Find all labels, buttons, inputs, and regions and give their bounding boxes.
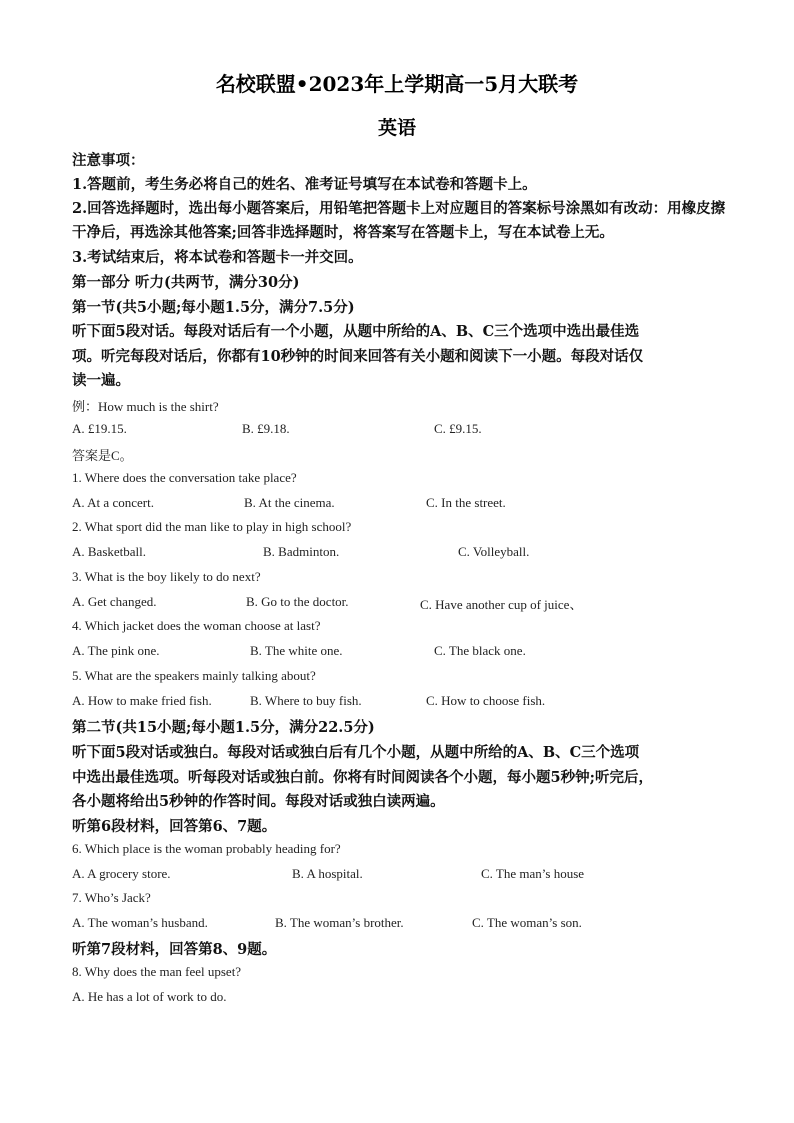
- q7-option-a: A. The woman’s husband.: [72, 915, 208, 930]
- example-option-a: A. £19.15.: [72, 421, 127, 436]
- question-1: 1. Where does the conversation take place?: [72, 470, 297, 485]
- example-option-c: C. £9.15.: [434, 421, 482, 436]
- q7-option-b: B. The woman’s brother.: [275, 915, 404, 930]
- q7-option-c: C. The woman’s son.: [472, 915, 582, 930]
- q8-option-a: A. He has a lot of work to do.: [72, 989, 227, 1004]
- exam-title: 名校联盟•2023年上学期高一5月大联考: [215, 72, 579, 96]
- q5-option-a: A. How to make fried fish.: [72, 693, 212, 708]
- example-question: 例：How much is the shirt?: [72, 399, 219, 414]
- q6-option-b: B. A hospital.: [292, 866, 363, 881]
- question-6: 6. Which place is the woman probably heading for?: [72, 841, 341, 856]
- q3-option-b: B. Go to the doctor.: [246, 594, 349, 609]
- section2-heading: 第二节(共15小题;每小题1.5分，满分22.5分): [72, 719, 375, 736]
- section1-instructions: 项。听完每段对话后，你都有10秒钟的时间来回答有关小题和阅读下一小题。每段对话仅: [72, 348, 644, 365]
- q3-option-c: C. Have another cup of juice、: [420, 597, 583, 612]
- section2-instructions: 中选出最佳选项。听每段对话或独白前。你将有时间阅读各个小题，每小题5秒钟;听完后，: [72, 769, 653, 786]
- section2-instructions: 听下面5段对话或独白。每段对话或独白后有几个小题，从题中所给的A、B、C三个选项: [72, 744, 640, 761]
- notice-item: 1.答题前，考生务必将自己的姓名、准考证号填写在本试卷和答题卡上。: [72, 176, 537, 193]
- q2-option-b: B. Badminton.: [263, 544, 340, 559]
- q2-option-a: A. Basketball.: [72, 544, 147, 559]
- notice-item: 干净后，再选涂其他答案;回答非选择题时，将答案写在答题卡上，写在本试卷上无。: [72, 224, 614, 241]
- q1-option-b: B. At the cinema.: [244, 495, 335, 510]
- q1-option-a: A. At a concert.: [72, 495, 154, 510]
- question-4: 4. Which jacket does the woman choose at last?: [72, 618, 321, 633]
- q5-option-b: B. Where to buy fish.: [250, 693, 362, 708]
- section1-heading: 第一节(共5小题;每小题1.5分，满分7.5分): [72, 299, 355, 316]
- section1-instructions: 读一遍。: [72, 372, 130, 389]
- notice-item: 2.回答选择题时，选出每小题答案后，用铅笔把答题卡上对应题目的答案标号涂黑如有改动：用橡皮擦: [72, 200, 726, 217]
- q6-option-a: A. A grocery store.: [72, 866, 171, 881]
- q4-option-a: A. The pink one.: [72, 643, 160, 658]
- question-2: 2. What sport did the man like to play in high school?: [72, 519, 352, 534]
- q5-option-c: C. How to choose fish.: [426, 693, 546, 708]
- q6-option-c: C. The man’s house: [481, 866, 585, 881]
- q1-option-c: C. In the street.: [426, 495, 506, 510]
- example-answer: 答案是C。: [72, 448, 133, 463]
- question-5: 5. What are the speakers mainly talking about?: [72, 668, 316, 683]
- example-option-b: B. £9.18.: [242, 421, 290, 436]
- material-6-heading: 听第6段材料，回答第6、7题。: [72, 818, 277, 835]
- part1-heading: 第一部分 听力(共两节，满分30分): [72, 274, 300, 291]
- q4-option-c: C. The black one.: [434, 643, 526, 658]
- section2-instructions: 各小题将给出5秒钟的作答时间。每段对话或独白读两遍。: [72, 793, 445, 810]
- question-7: 7. Who’s Jack?: [72, 890, 151, 905]
- section1-instructions: 听下面5段对话。每段对话后有一个小题，从题中所给的A、B、C三个选项中选出最佳选: [72, 323, 640, 340]
- notice-item: 3.考试结束后，将本试卷和答题卡一并交回。: [72, 249, 363, 266]
- question-3: 3. What is the boy likely to do next?: [72, 569, 261, 584]
- question-8: 8. Why does the man feel upset?: [72, 964, 242, 979]
- subject-title: 英语: [377, 117, 416, 139]
- notice-heading: 注意事项：: [72, 152, 145, 169]
- q4-option-b: B. The white one.: [250, 643, 343, 658]
- q3-option-a: A. Get changed.: [72, 594, 157, 609]
- material-7-heading: 听第7段材料，回答第8、9题。: [72, 941, 277, 958]
- q2-option-c: C. Volleyball.: [458, 544, 530, 559]
